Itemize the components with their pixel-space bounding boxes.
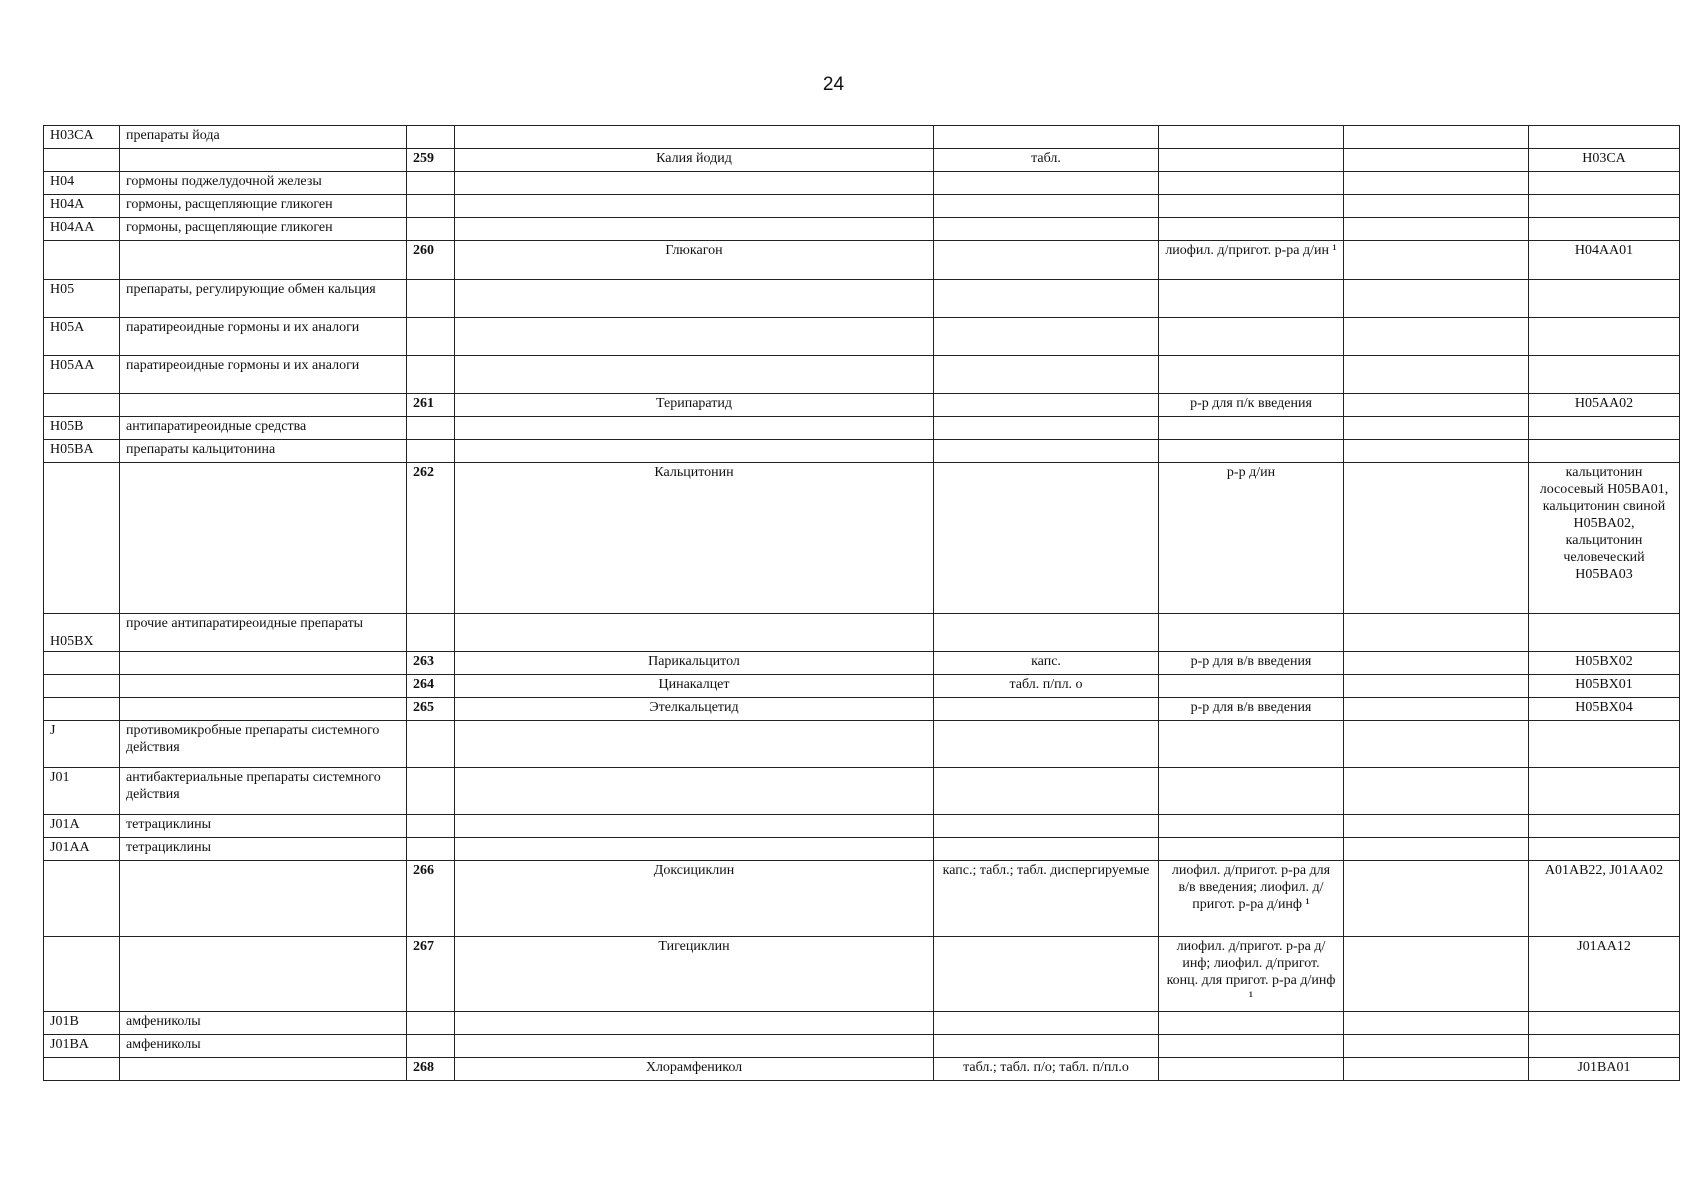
injection-form-cell [1159,768,1344,815]
atc-group-name-cell: гормоны, расщепляющие гликоген [120,195,407,218]
atc-code-cell [1529,318,1680,356]
injection-form-cell [1159,614,1344,652]
atc-code-cell [1529,614,1680,652]
drug-name-cell: Терипаратид [455,394,934,417]
injection-form-cell [1159,815,1344,838]
dosage-form-cell [934,172,1159,195]
atc-group-name-cell [120,463,407,614]
atc-group-name-cell [120,394,407,417]
extra-cell [1344,280,1529,318]
row-number-cell: 267 [407,937,455,1012]
extra-cell [1344,356,1529,394]
drug-name-cell [455,195,934,218]
extra-cell [1344,126,1529,149]
row-number-cell [407,1035,455,1058]
row-number-cell [407,1012,455,1035]
drug-name-cell: Глюкагон [455,241,934,280]
dosage-form-cell [934,698,1159,721]
row-number-cell [407,318,455,356]
drug-name-cell [455,1035,934,1058]
atc-code-cell [1529,280,1680,318]
group-row [44,1035,1680,1058]
row-number-cell [407,195,455,218]
group-row [44,195,1680,218]
atc-code-cell: кальцитонин лососевый H05BA01, кальцитонин свиной H05BA02, кальцитонин человеческий H05BA03 [1529,463,1680,614]
extra-cell [1344,417,1529,440]
atc-group-name-cell: амфениколы [120,1035,407,1058]
atc-group-code-cell [44,675,120,698]
row-number-cell [407,721,455,768]
atc-code-cell [1529,172,1680,195]
row-number-cell [407,356,455,394]
group-row [44,280,1680,318]
row-number-cell: 264 [407,675,455,698]
atc-group-code-cell: J [44,721,120,768]
atc-code-cell: J01BA01 [1529,1058,1680,1081]
drug-name-cell [455,768,934,815]
extra-cell [1344,463,1529,614]
atc-group-name-cell: противомикробные препараты системного действия [120,721,407,768]
atc-group-code-cell: J01AA [44,838,120,861]
extra-cell [1344,838,1529,861]
drug-name-cell: Доксициклин [455,861,934,937]
atc-code-cell: H05BX04 [1529,698,1680,721]
drug-name-cell: Этелкальцетид [455,698,934,721]
atc-group-code-cell: H04AA [44,218,120,241]
injection-form-cell [1159,838,1344,861]
atc-code-cell [1529,1035,1680,1058]
dosage-form-cell [934,241,1159,280]
injection-form-cell [1159,721,1344,768]
atc-group-code-cell [44,698,120,721]
drug-name-cell [455,1012,934,1035]
dosage-form-cell [934,463,1159,614]
atc-code-cell [1529,126,1680,149]
row-number-cell [407,815,455,838]
atc-group-code-cell [44,149,120,172]
drug-name-cell [455,218,934,241]
row-number-cell: 266 [407,861,455,937]
extra-cell [1344,861,1529,937]
atc-group-name-cell: антибактериальные препараты системного действия [120,768,407,815]
atc-group-code-cell [44,241,120,280]
drug-name-cell [455,280,934,318]
atc-code-cell: H04AA01 [1529,241,1680,280]
drug-row [44,861,1680,937]
dosage-form-cell [934,417,1159,440]
atc-group-name-cell: прочие антипаратиреоидные препараты [120,614,407,652]
dosage-form-cell [934,394,1159,417]
atc-group-code-cell: J01A [44,815,120,838]
group-row [44,356,1680,394]
drug-row [44,937,1680,1012]
extra-cell [1344,1035,1529,1058]
atc-code-cell [1529,440,1680,463]
group-row [44,126,1680,149]
row-number-cell [407,417,455,440]
injection-form-cell [1159,218,1344,241]
atc-group-code-cell: H05BA [44,440,120,463]
injection-form-cell [1159,440,1344,463]
row-number-cell [407,280,455,318]
row-number-cell: 265 [407,698,455,721]
group-row [44,417,1680,440]
extra-cell [1344,614,1529,652]
extra-cell [1344,1012,1529,1035]
drug-name-cell: Кальцитонин [455,463,934,614]
group-row [44,721,1680,768]
atc-code-cell [1529,417,1680,440]
injection-form-cell [1159,356,1344,394]
page-number: 24 [822,74,845,95]
extra-cell [1344,172,1529,195]
drug-row [44,1058,1680,1081]
atc-code-cell [1529,218,1680,241]
row-number-cell [407,440,455,463]
atc-group-code-cell: H03CA [44,126,120,149]
atc-group-name-cell: паратиреоидные гормоны и их аналоги [120,318,407,356]
atc-code-cell: A01AB22, J01AA02 [1529,861,1680,937]
drug-name-cell [455,356,934,394]
extra-cell [1344,675,1529,698]
atc-group-code-cell: H04 [44,172,120,195]
injection-form-cell: р-р для в/в введения [1159,652,1344,675]
dosage-form-cell: табл.; табл. п/о; табл. п/пл.о [934,1058,1159,1081]
atc-code-cell [1529,356,1680,394]
dosage-form-cell [934,318,1159,356]
drug-name-cell [455,440,934,463]
atc-code-cell [1529,838,1680,861]
drug-row [44,394,1680,417]
atc-group-name-cell [120,149,407,172]
row-number-cell: 261 [407,394,455,417]
row-number-cell: 263 [407,652,455,675]
drug-name-cell [455,838,934,861]
group-row [44,218,1680,241]
atc-group-code-cell [44,861,120,937]
atc-group-code-cell [44,652,120,675]
extra-cell [1344,394,1529,417]
drug-name-cell [455,417,934,440]
injection-form-cell: р-р д/ин [1159,463,1344,614]
extra-cell [1344,440,1529,463]
dosage-form-cell [934,280,1159,318]
atc-group-name-cell: препараты кальцитонина [120,440,407,463]
injection-form-cell: р-р для в/в введения [1159,698,1344,721]
drug-row [44,675,1680,698]
drug-table [43,125,1680,1081]
atc-group-name-cell: амфениколы [120,1012,407,1035]
drug-name-cell: Калия йодид [455,149,934,172]
dosage-form-cell [934,126,1159,149]
atc-group-code-cell: H05A [44,318,120,356]
extra-cell [1344,652,1529,675]
dosage-form-cell: табл. [934,149,1159,172]
row-number-cell [407,218,455,241]
extra-cell [1344,318,1529,356]
atc-code-cell: H03CA [1529,149,1680,172]
extra-cell [1344,195,1529,218]
dosage-form-cell [934,721,1159,768]
atc-code-cell: H05BX01 [1529,675,1680,698]
group-row [44,318,1680,356]
injection-form-cell [1159,318,1344,356]
extra-cell [1344,218,1529,241]
group-row [44,815,1680,838]
injection-form-cell [1159,172,1344,195]
dosage-form-cell [934,614,1159,652]
atc-group-name-cell: тетрациклины [120,838,407,861]
dosage-form-cell: табл. п/пл. о [934,675,1159,698]
injection-form-cell [1159,417,1344,440]
atc-group-name-cell: тетрациклины [120,815,407,838]
dosage-form-cell [934,815,1159,838]
injection-form-cell [1159,675,1344,698]
extra-cell [1344,241,1529,280]
atc-code-cell: J01AA12 [1529,937,1680,1012]
atc-code-cell [1529,1012,1680,1035]
dosage-form-cell [934,1035,1159,1058]
extra-cell [1344,1058,1529,1081]
atc-group-code-cell [44,394,120,417]
atc-group-name-cell: антипаратиреоидные средства [120,417,407,440]
extra-cell [1344,815,1529,838]
row-number-cell [407,172,455,195]
atc-group-name-cell: гормоны, расщепляющие гликоген [120,218,407,241]
drug-name-cell [455,126,934,149]
drug-name-cell: Цинакалцет [455,675,934,698]
atc-code-cell [1529,195,1680,218]
drug-name-cell [455,815,934,838]
group-row [44,440,1680,463]
dosage-form-cell [934,768,1159,815]
extra-cell [1344,721,1529,768]
atc-code-cell [1529,768,1680,815]
injection-form-cell [1159,1035,1344,1058]
atc-group-code-cell: H05 [44,280,120,318]
dosage-form-cell [934,937,1159,1012]
dosage-form-cell [934,1012,1159,1035]
injection-form-cell: лиофил. д/пригот. р-ра д/ин ¹ [1159,241,1344,280]
row-number-cell [407,768,455,815]
drug-name-cell [455,721,934,768]
injection-form-cell [1159,149,1344,172]
atc-group-name-cell: препараты, регулирующие обмен кальция [120,280,407,318]
atc-group-name-cell: препараты йода [120,126,407,149]
atc-group-code-cell: J01B [44,1012,120,1035]
dosage-form-cell [934,838,1159,861]
atc-group-name-cell [120,675,407,698]
atc-code-cell [1529,815,1680,838]
dosage-form-cell: капс. [934,652,1159,675]
atc-group-code-cell: H05BX [44,614,120,652]
drug-row [44,241,1680,280]
table-body [44,126,1680,1081]
injection-form-cell: лиофил. д/пригот. р-ра для в/в введения; лиофил. д/пригот. р-ра д/инф ¹ [1159,861,1344,937]
drug-row [44,652,1680,675]
row-number-cell [407,838,455,861]
extra-cell [1344,768,1529,815]
extra-cell [1344,698,1529,721]
atc-group-code-cell: J01BA [44,1035,120,1058]
atc-group-code-cell [44,937,120,1012]
atc-group-name-cell: гормоны поджелудочной железы [120,172,407,195]
injection-form-cell: лиофил. д/пригот. р-ра д/инф; лиофил. д/пригот. конц. для пригот. р-ра д/инф ¹ [1159,937,1344,1012]
atc-group-name-cell [120,241,407,280]
atc-group-code-cell [44,463,120,614]
dosage-form-cell: капс.; табл.; табл. диспергируемые [934,861,1159,937]
atc-group-code-cell: H05B [44,417,120,440]
group-row [44,172,1680,195]
drug-row [44,149,1680,172]
injection-form-cell [1159,195,1344,218]
group-row [44,1012,1680,1035]
extra-cell [1344,149,1529,172]
group-row [44,614,1680,652]
atc-group-name-cell [120,861,407,937]
drug-name-cell [455,614,934,652]
injection-form-cell: р-р для п/к введения [1159,394,1344,417]
injection-form-cell [1159,1058,1344,1081]
drug-name-cell: Хлорамфеникол [455,1058,934,1081]
drug-row [44,698,1680,721]
row-number-cell: 260 [407,241,455,280]
dosage-form-cell [934,440,1159,463]
drug-name-cell [455,318,934,356]
row-number-cell [407,126,455,149]
injection-form-cell [1159,1012,1344,1035]
row-number-cell: 259 [407,149,455,172]
row-number-cell [407,614,455,652]
group-row [44,838,1680,861]
drug-name-cell: Парикальцитол [455,652,934,675]
dosage-form-cell [934,218,1159,241]
atc-group-code-cell: J01 [44,768,120,815]
atc-group-code-cell: H04A [44,195,120,218]
row-number-cell: 268 [407,1058,455,1081]
atc-group-name-cell: паратиреоидные гормоны и их аналоги [120,356,407,394]
atc-group-name-cell [120,698,407,721]
atc-code-cell: H05AA02 [1529,394,1680,417]
atc-code-cell: H05BX02 [1529,652,1680,675]
atc-group-name-cell [120,937,407,1012]
injection-form-cell [1159,126,1344,149]
dosage-form-cell [934,195,1159,218]
atc-group-name-cell [120,1058,407,1081]
dosage-form-cell [934,356,1159,394]
drug-row [44,463,1680,614]
drug-name-cell: Тигециклин [455,937,934,1012]
row-number-cell: 262 [407,463,455,614]
atc-group-name-cell [120,652,407,675]
group-row [44,768,1680,815]
atc-code-cell [1529,721,1680,768]
atc-group-code-cell: H05AA [44,356,120,394]
extra-cell [1344,937,1529,1012]
atc-group-code-cell [44,1058,120,1081]
drug-name-cell [455,172,934,195]
injection-form-cell [1159,280,1344,318]
